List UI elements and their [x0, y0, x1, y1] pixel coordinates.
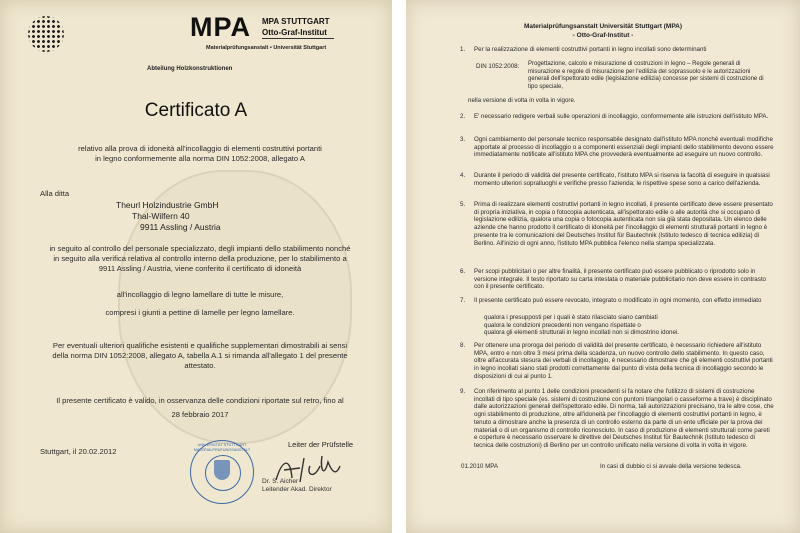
- scope-line-1: all'incollaggio di legno lamellare di tutte le misure,: [116, 290, 284, 299]
- item-2-text: E' necessario redigere verbali sulle operazioni di incollaggio, conformemente alle istruzioni dell'istituto MPA.: [474, 113, 769, 120]
- seal-shield-icon: [214, 460, 230, 480]
- back-header-line: Materialprüfungsanstalt Universität Stuttgart (MPA): [523, 23, 683, 30]
- item-5-text: Prima di realizzare elementi costruttivi portanti in legno incollati, il presente certificato deve essere presentato di propria iniziativa, in copia o fotocopia autenticata, all'ispettorato edile o alle autorità che si occupano di legislazione edilizia, qualora una copia o fotocopia autenticata non sia già stata depositata. Un elenco delle aziende che hanno prodotto il certificato di idoneità per l'incollaggio di elementi strutturali portanti in legno è presente tra le comunicazioni del Deutsches Institut für Bautechnik (Istituto tedesco di tecnica edilizia) di Berlino. All'inizio di ogni anno, l'istituto MPA pubblica l'elenco nella stampa specializzata.: [474, 201, 773, 247]
- item-number: 7.: [460, 297, 466, 304]
- item-number: 2.: [460, 113, 466, 120]
- din-description: Progettazione, calcolo e misurazione di costruzioni in legno – Regole generali di misurazione e regole di misurazione per l'edilizia del soprassuolo e le autorizzazioni generali dell'ispettorato edile (legislazione edilizia) concesse per sistemi di costruzione di tipo speciale,: [528, 61, 764, 90]
- mpa-logo-text: MPA: [190, 12, 251, 42]
- control-line: 9911 Assling / Austria, viene conferito il certificato di idoneità: [98, 264, 302, 273]
- header-rule: [262, 38, 334, 39]
- item-9-text: Con riferimento al punto 1 delle condizioni precedenti si fa notare che l'utilizzo di sistemi di costruzione incollati di tipo speciale (es. sistemi di costruzione con puntoni triangolari o casseforme a trave) è disciplinato dalle autorizzazioni generali dell'ispettorato edile. Di norma, tali autorizzazioni precisano, tra le altre cose, che ogni stabilimento di produzione, oltre all'idoneità per l'incollaggio di elementi costruttivi portanti in legno, è tenuto a dimostrare anche la presenza di un controllo esterno da parte di un ente ufficiale per la prova dei materiali o di un organismo di controllo riconosciuto. In caso di produzione di elementi strutturali come pareti e coperture è necessario osservare le direttive del Deutsches Institut für Bautechnik (Istituto tedesco di tecnica delle costruzioni) di Berlino per un controllo unificato nella versione di volta in volta in vigore.: [474, 388, 774, 449]
- item-number: 4.: [460, 172, 466, 179]
- signature-heading: Leiter der Prüfstelle: [288, 440, 354, 449]
- condition-line: qualora i presupposti per i quali è stato rilasciato siano cambiati: [484, 314, 658, 321]
- institute-line-2: Otto-Graf-Institut: [262, 28, 327, 37]
- signatory-role: Leitender Akad. Direktor: [262, 486, 332, 493]
- certificate-front-page: [0, 0, 392, 533]
- further-line: attestato.: [184, 361, 216, 370]
- revocation-conditions: [484, 314, 764, 337]
- back-page-header: [406, 22, 800, 40]
- din-label: DIN 1052:2008:: [476, 63, 520, 70]
- institute-name: [262, 16, 330, 38]
- item-1-end: nella versione di volta in volta in vigore.: [468, 97, 576, 104]
- item-number: 1.: [460, 46, 466, 53]
- certificate-title: Certificato A: [144, 100, 248, 121]
- university-seal-stamp: [190, 440, 254, 504]
- place-and-date: Stuttgart, il 20.02.2012: [40, 447, 117, 456]
- recipient-label: Alla ditta: [40, 189, 70, 198]
- institute-line-1: MPA STUTTGART: [262, 17, 330, 26]
- footer-version: 01.2010 MPA: [461, 463, 499, 470]
- control-line: in seguito alla verifica relativa al controllo interno della produzione, per lo stabilimento a: [53, 254, 347, 263]
- back-header-line: - Otto-Graf-Institut -: [572, 32, 634, 39]
- institute-subtitle: Materialprüfungsanstalt • Universität Stuttgart: [206, 45, 327, 51]
- scope-line-2: compresi i giunti a pettine di lamelle per legno lamellare.: [105, 308, 295, 317]
- item-number: 6.: [460, 268, 466, 275]
- item-4-text: Durante il periodo di validità del presente certificato, l'istituto MPA si riserva la facoltà di eseguire in qualsiasi momento ulteriori sopralluoghi e verifiche presso l'azienda; le rispettive spese sono a carico dell'azienda.: [474, 172, 770, 187]
- item-1-intro: Per la realizzazione di elementi costruttivi portanti in legno incollati sono determinanti: [474, 46, 707, 53]
- intro-line: in legno conformemente alla norma DIN 1052:2008, allegato A: [95, 154, 305, 163]
- valid-until-date: 28 febbraio 2017: [171, 410, 229, 419]
- further-qualifications: [40, 341, 360, 371]
- control-line: in seguito al controllo del personale specializzato, degli impianti dello stabilimento nonché: [49, 244, 351, 253]
- company-address: [116, 200, 221, 233]
- item-6-text: Per scopi pubblicitari o per altre finalità, il presente certificato può essere pubblicato o riprodotto solo in versione integrale. Il testo riportato su carta intestata o materiale pubblicitario non deve essere in contrasto con il presente certificato.: [474, 268, 767, 291]
- validity-statement: Il presente certificato è valido, in osservanza delle condizioni riportate sul retro, fino al: [56, 396, 344, 405]
- item-number: 5.: [460, 201, 466, 208]
- company-name: Theurl Holzindustrie GmbH: [116, 200, 219, 210]
- company-street: Thal-Wilfern 40: [132, 211, 190, 221]
- signatory: [262, 478, 332, 494]
- control-paragraph: [40, 244, 360, 274]
- mpa-logo-dots-icon: [26, 14, 66, 54]
- item-number: 9.: [460, 388, 466, 395]
- item-3-text: Ogni cambiamento del personale tecnico responsabile designato dall'istituto MPA nonché eventuali modifiche apportate al processo di incollaggio o a componenti essenziali degli impianti dello stabilimento devono essere immediatamente notificate all'istituto MPA che provvederà eventualmente ad eseguire un nuovo controllo.: [474, 136, 774, 159]
- intro-paragraph: [40, 144, 360, 164]
- item-8-text: Per ottenere una proroga del periodo di validità del presente certificato, è necessario richiedere all'istituto MPA, entro e non oltre 3 mesi prima della scadenza, un nuovo controllo dello stabilimento. In questo caso, oltre all'accurata stesura dei verbali di incollaggio, è necessario dimostrare che gli elementi costruttivi portanti in legno incollati siano stati prodotti correttamente dal punto di vista della tecnica di incollaggio secondo le disposizioni di cui al punto 1.: [474, 342, 773, 380]
- seal-text: UNIVERSITÄT STUTTGART MATERIALPRÜFUNGSANSTALT: [193, 443, 251, 452]
- further-line: Per eventuali ulteriori qualifiche esistenti e qualifiche supplementari dimostrabili ai sensi: [52, 341, 348, 350]
- item-number: 8.: [460, 342, 466, 349]
- intro-line: relativo alla prova di idoneità all'incollaggio di elementi costruttivi portanti: [78, 144, 322, 153]
- condition-line: qualora gli elementi strutturali in legno incollati non si dimostrino idonei.: [484, 329, 680, 337]
- condition-line: qualora le condizioni precedenti non vengano rispettate o: [484, 321, 641, 329]
- company-city: 9911 Assling / Austria: [140, 222, 221, 232]
- further-line: della norma DIN 1052:2008, allegato A, tabella A.1 si rimanda all'allegato 1 del presente: [52, 351, 348, 360]
- footer-note: In casi di dubbio ci si avvale della versione tedesca.: [600, 463, 742, 470]
- signatory-name: Dr. S. Aicher: [262, 478, 299, 485]
- item-7-text: Il presente certificato può essere revocato, integrato o modificato in ogni momento, con effetto immediato: [474, 297, 762, 304]
- department-label: Abteilung Holzkonstruktionen: [147, 66, 233, 72]
- item-number: 3.: [460, 136, 466, 143]
